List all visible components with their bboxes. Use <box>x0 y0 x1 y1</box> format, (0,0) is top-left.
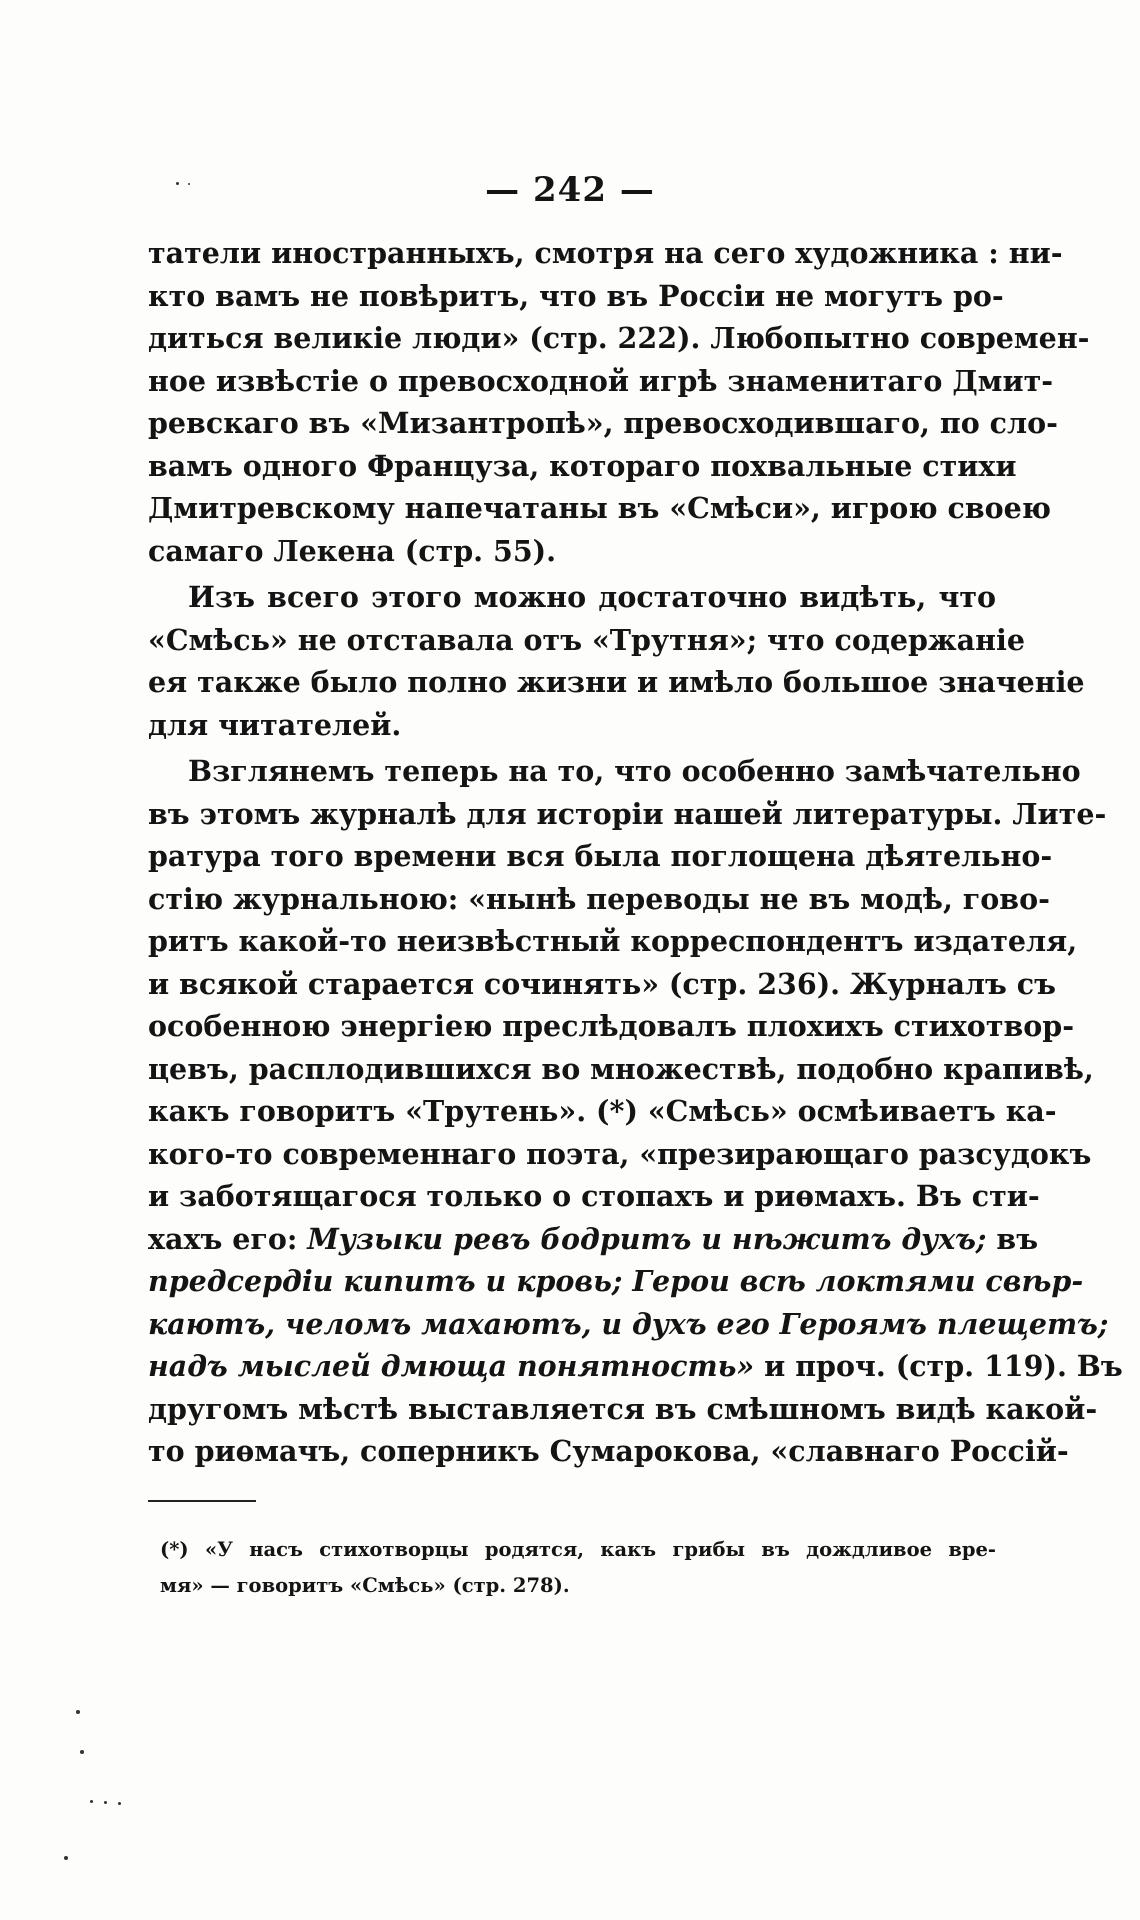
text-line: диться великіе люди» (стр. 222). Любопытно современ- <box>148 321 1090 355</box>
footnote-divider <box>148 1500 256 1502</box>
text-line-mixed <box>148 1218 1039 1261</box>
text-line: Взглянемъ теперь на то, что особенно замѣчательно <box>188 754 1081 788</box>
text-line: кого-то современнаго поэта, «презирающаго разсудокъ <box>148 1136 1092 1171</box>
text-line: «Смѣсь» не отставала отъ «Трутня»; что содержаніе <box>148 622 1025 657</box>
footnote <box>160 1532 996 1604</box>
text-line: въ этомъ журналѣ для исторіи нашей литературы. Лите- <box>148 796 1107 831</box>
text-line: ревскаго въ «Мизантропѣ», превосходившаго, по сло- <box>148 406 1058 440</box>
text-line: для читателей. <box>148 707 402 742</box>
text-plain: хахъ его: <box>148 1221 308 1256</box>
text-line: татели иностранныхъ, смотря на сего художника : ни- <box>148 236 1063 270</box>
text-line: вамъ одного Француза, котораго похвальные стихи <box>148 448 1017 483</box>
page-number: — 242 — <box>485 170 655 210</box>
quoted-verse: Музыки ревъ бодритъ и нѣжитъ духъ; <box>307 1221 987 1256</box>
text-line: кто вамъ не повѣритъ, что въ Россіи не могутъ ро- <box>148 278 1004 313</box>
text-line: ритъ какой-то неизвѣстный корреспондентъ издателя, <box>148 924 1078 958</box>
text-line: ратура того времени вся была поглощена дѣятельно- <box>148 839 1053 873</box>
quoted-verse: надъ мыслей дмюща понятность» <box>148 1349 755 1383</box>
footnote-line: мя» — говоритъ «Смѣсь» (стр. 278). <box>160 1574 570 1597</box>
text-line: цевъ, расплодившихся во множествѣ, подобно крапивѣ, <box>148 1051 1094 1086</box>
text-line: особенною энергіею преслѣдовалъ плохихъ стихотвор- <box>148 1009 1075 1043</box>
text-line: ея также было полно жизни и имѣло большое значеніе <box>148 665 1085 699</box>
text-line-mixed <box>148 1345 1123 1388</box>
text-line: и всякой старается сочинять» (стр. 236). Журналъ съ <box>148 966 1057 1001</box>
text-line: то риѳмачъ, соперникъ Сумарокова, «славнаго Россій- <box>148 1434 1069 1468</box>
text-line: и заботящагося только о стопахъ и риѳмахъ. Въ сти- <box>148 1179 1040 1213</box>
text-line: самаго Лекена (стр. 55). <box>148 533 557 568</box>
quoted-verse-line: предсердіи кипитъ и кровь; Герои всѣ локтями свѣр- <box>148 1264 1084 1298</box>
text-plain: въ <box>986 1221 1039 1256</box>
text-line: стію журнальною: «нынѣ переводы не въ модѣ, гово- <box>148 881 1050 916</box>
text-line: Дмитревскому напечатаны въ «Смѣси», игрою своею <box>148 491 1051 525</box>
paragraph-3 <box>148 750 1123 1473</box>
text-line: другомъ мѣстѣ выставляется въ смѣшномъ видѣ какой- <box>148 1391 1098 1426</box>
text-line: Изъ всего этого можно достаточно видѣть, что <box>188 580 996 614</box>
main-text <box>148 232 1123 1473</box>
text-plain: и проч. (стр. 119). Въ <box>754 1349 1123 1383</box>
text-line: ное извѣстіе о превосходной игрѣ знаменитаго Дмит- <box>148 363 1054 398</box>
text-line: какъ говоритъ «Трутень». (*) «Смѣсь» осмѣиваетъ ка- <box>148 1094 1057 1128</box>
quoted-verse-line: каютъ, челомъ махаютъ, и духъ его Героямъ плещетъ; <box>148 1306 1109 1341</box>
paragraph-2 <box>148 576 1085 746</box>
footnote-line: (*) «У насъ стихотворцы родятся, какъ грибы въ дождливое вре- <box>160 1538 996 1561</box>
paragraph-1 <box>148 232 1090 572</box>
